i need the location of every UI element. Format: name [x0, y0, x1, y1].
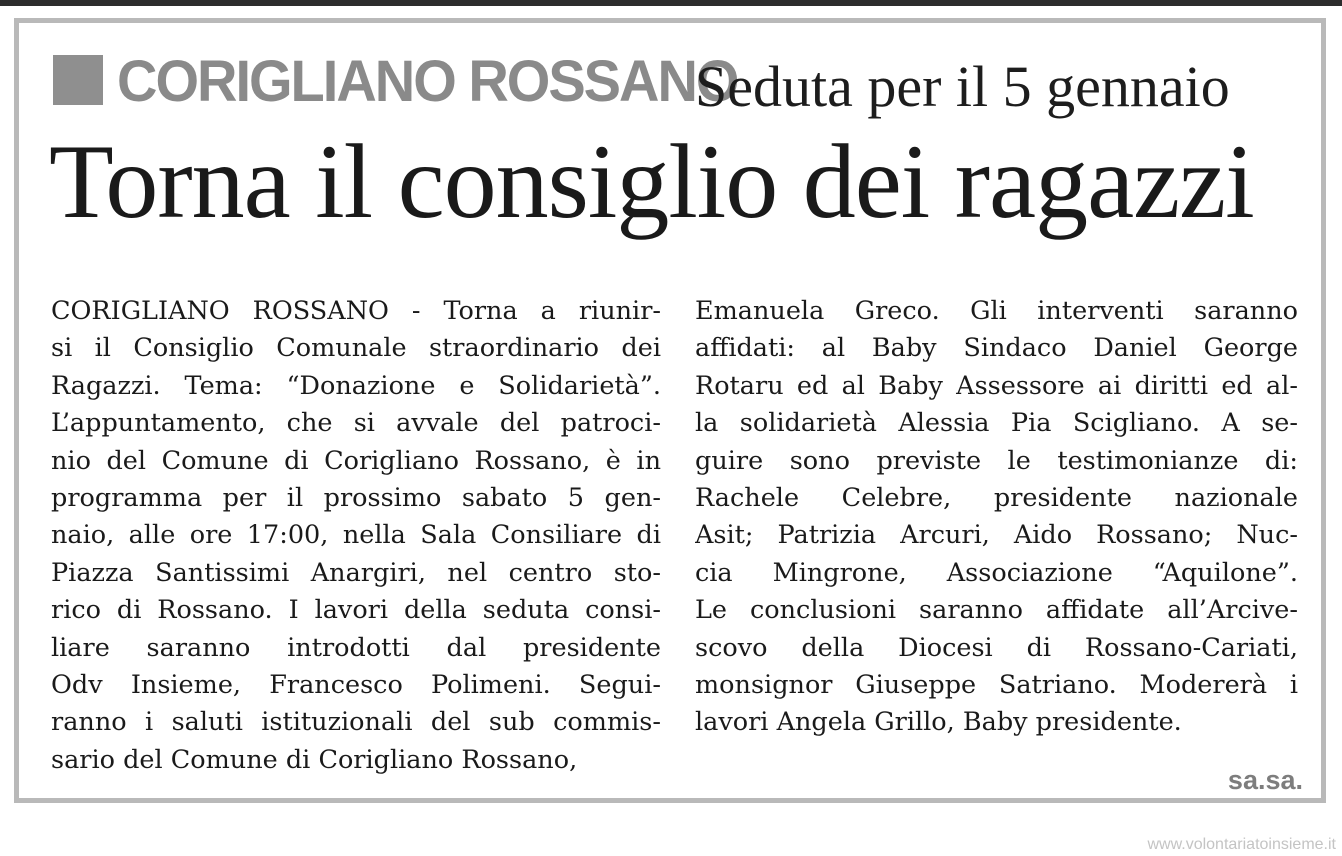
article-text-line: affidati: al Baby Sindaco Daniel George	[695, 333, 1298, 364]
kicker-label: CORIGLIANO ROSSANO	[117, 46, 738, 114]
article-subtitle: Seduta per il 5 gennaio	[695, 54, 1230, 119]
article-text-line: Ragazzi. Tema: “Donazione e Solidarietà”.	[51, 370, 661, 401]
article-text-line: CORIGLIANO ROSSANO - Torna a riunir-	[51, 296, 661, 326]
article-text-line: lavori Angela Grillo, Baby presidente.	[695, 707, 1182, 738]
article-text-line: naio, alle ore 17:00, nella Sala Consiliare di	[51, 520, 661, 551]
article-text-line: si il Consiglio Comunale straordinario dei	[51, 333, 661, 364]
article-text-line: L’appuntamento, che si avvale del patroci-	[51, 408, 661, 439]
article-text-line: Asit; Patrizia Arcuri, Aido Rossano; Nuc-	[695, 520, 1298, 551]
article-text-line: rico di Rossano. I lavori della seduta consi-	[51, 595, 661, 626]
article-text-line: Rotaru ed al Baby Assessore ai diritti ed al-	[695, 370, 1298, 401]
article-text-line: liare saranno introdotti dal presidente	[51, 632, 661, 663]
article-text-line: Piazza Santissimi Anargiri, nel centro sto-	[51, 557, 661, 588]
article-text-line: nio del Comune di Corigliano Rossano, è in	[51, 445, 661, 476]
article-text-line: cia Mingrone, Associazione “Aquilone”.	[695, 557, 1298, 588]
article-frame	[14, 18, 1326, 803]
article-text-line: Emanuela Greco. Gli interventi saranno	[695, 296, 1298, 326]
article-text-line: ranno i saluti istituzionali del sub commis-	[51, 707, 661, 738]
article-text-line: scovo della Diocesi di Rossano-Cariati,	[695, 632, 1298, 663]
article-column-left	[51, 293, 661, 779]
article-headline: Torna il consiglio dei ragazzi	[49, 123, 1254, 240]
article-text-line: Rachele Celebre, presidente nazionale	[695, 483, 1298, 514]
article-text-line: la solidarietà Alessia Pia Scigliano. A se-	[695, 408, 1298, 439]
top-rule	[0, 0, 1342, 6]
kicker	[53, 45, 737, 115]
article-text-line: Odv Insieme, Francesco Polimeni. Segui-	[51, 670, 661, 701]
article-column-right	[695, 293, 1298, 742]
article-text-line: Le conclusioni saranno affidate all’Arcive-	[695, 595, 1298, 626]
article-text-line: guire sono previste le testimonianze di:	[695, 445, 1298, 476]
author-signature: sa.sa.	[1227, 765, 1303, 795]
article-text-line: sario del Comune di Corigliano Rossano,	[51, 744, 578, 775]
source-watermark: www.volontariatoinsieme.it	[1147, 836, 1336, 853]
article-text-line: monsignor Giuseppe Satriano. Modererà i	[695, 670, 1298, 701]
article-text-line: programma per il prossimo sabato 5 gen-	[51, 483, 661, 514]
kicker-square-icon	[53, 55, 103, 105]
